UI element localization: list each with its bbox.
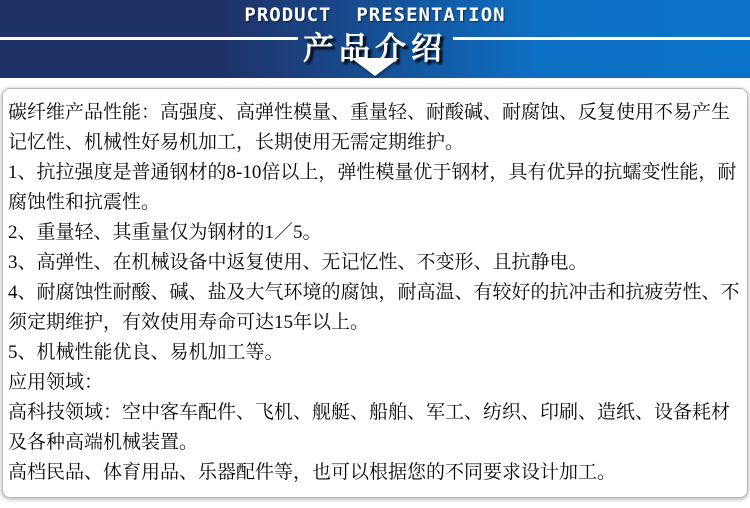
content-panel <box>2 88 748 498</box>
feature-item-3: 3、高弹性、在机械设备中返复使用、无记忆性、不变形、且抗静电。 <box>8 252 588 273</box>
application-hightech: 高科技领域：空中客车配件、飞机、舰艇、船舶、军工、纺织、印刷、造纸、设备耗材及各种高端机械装置。 <box>8 402 731 453</box>
intro-paragraph: 碳纤维产品性能：高强度、高弹性模量、重量轻、耐酸碱、耐腐蚀、反复使用不易产生记忆性、机械性好易机加工，长期使用无需定期维护。 <box>8 102 731 153</box>
feature-item-1: 1、抗拉强度是普通钢材的8-10倍以上，弹性模量优于钢材，具有优异的抗蠕变性能，耐腐蚀性和抗震性。 <box>8 162 737 213</box>
application-consumer: 高档民品、体育用品、乐器配件等，也可以根据您的不同要求设计加工。 <box>8 462 617 483</box>
header-banner <box>0 0 750 78</box>
feature-item-2: 2、重量轻、其重量仅为钢材的1／5。 <box>8 222 322 243</box>
page-title: 产品介绍 <box>303 31 447 67</box>
application-heading: 应用领域： <box>8 372 104 393</box>
banner-english-title: PRODUCT PRESENTATION <box>244 4 506 26</box>
feature-item-5: 5、机械性能优良、易机加工等。 <box>8 342 284 363</box>
down-triangle-icon <box>351 58 399 76</box>
feature-item-4: 4、耐腐蚀性耐酸、碱、盐及大气环境的腐蚀，耐高温、有较好的抗冲击和抗疲劳性、不须定期维护，有效使用寿命可达15年以上。 <box>8 282 740 333</box>
